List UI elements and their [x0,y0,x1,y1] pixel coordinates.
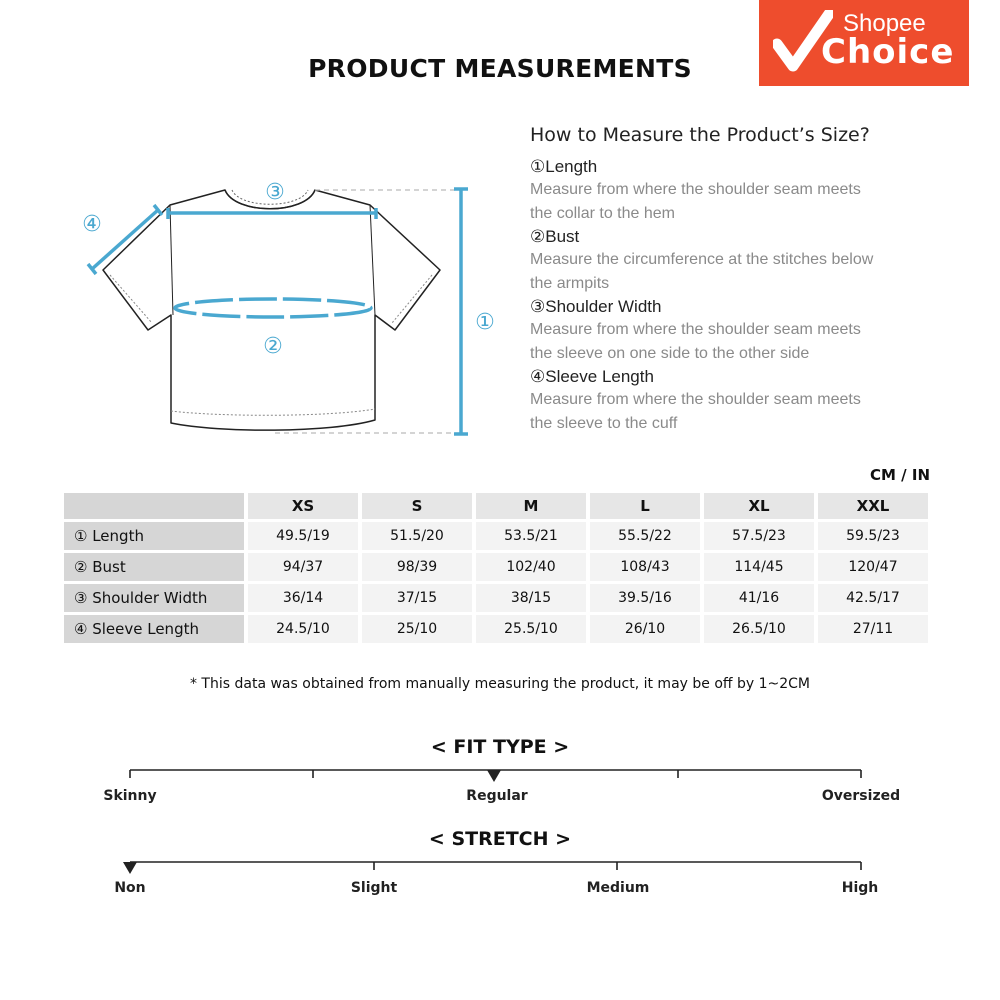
table-cell: 59.5/23 [818,522,928,550]
howto-item-desc: the armpits [530,275,610,292]
how-to-measure [530,124,930,436]
stretch-label-medium: Medium [586,880,650,896]
table-cell: 57.5/23 [704,522,814,550]
howto-item-desc: Measure from where the shoulder seam meets [530,321,861,338]
table-cell: 25/10 [362,615,472,643]
fit-type-indicator [487,770,501,782]
table-cell: 102/40 [476,553,586,581]
table-cell: 120/47 [818,553,928,581]
table-cell: 98/39 [362,553,472,581]
table-corner-cell [64,493,244,519]
table-cell: 26/10 [590,615,700,643]
stretch-label-slight: Slight [350,880,398,896]
table-row [64,522,928,550]
fit-type-scale [0,760,1000,790]
table-header-row [64,493,928,519]
marker-shoulder: ③ [265,180,285,205]
table-cell: 51.5/20 [362,522,472,550]
table-cell: 25.5/10 [476,615,586,643]
size-table [60,490,932,646]
table-cell: 94/37 [248,553,358,581]
howto-item-title: ③Shoulder Width [530,297,662,316]
table-cell: 39.5/16 [590,584,700,612]
howto-item-desc: Measure from where the shoulder seam meets [530,391,861,408]
table-cell: 108/43 [590,553,700,581]
tshirt-diagram [70,175,510,445]
size-header: XS [248,493,358,519]
row-label: ③ Shoulder Width [64,584,244,612]
table-row [64,553,928,581]
fit-label-oversized: Oversized [821,788,901,804]
row-label: ④ Sleeve Length [64,615,244,643]
size-header: S [362,493,472,519]
table-cell: 42.5/17 [818,584,928,612]
table-cell: 27/11 [818,615,928,643]
howto-item-desc: Measure from where the shoulder seam meets [530,181,861,198]
howto-item [530,156,930,226]
table-row [64,584,928,612]
size-header: M [476,493,586,519]
table-cell: 26.5/10 [704,615,814,643]
howto-item-title: ①Length [530,157,598,176]
howto-item-desc: the sleeve on one side to the other side [530,345,810,362]
stretch-label-non: Non [114,880,146,896]
size-header: XXL [818,493,928,519]
tshirt-outline [103,190,440,430]
size-header: L [590,493,700,519]
fit-type-title: < FIT TYPE > [430,736,570,758]
table-cell: 114/45 [704,553,814,581]
table-cell: 24.5/10 [248,615,358,643]
howto-item-desc: the collar to the hem [530,205,675,222]
howto-item-title: ④Sleeve Length [530,367,654,386]
howto-item [530,366,930,436]
table-cell: 53.5/21 [476,522,586,550]
howto-item [530,226,930,296]
row-label: ② Bust [64,553,244,581]
table-cell: 41/16 [704,584,814,612]
table-row [64,615,928,643]
howto-heading: How to Measure the Product’s Size? [530,124,870,146]
howto-item [530,296,930,366]
howto-item-desc: the sleeve to the cuff [530,415,678,432]
howto-item-desc: Measure the circumference at the stitches below [530,251,874,268]
table-cell: 49.5/19 [248,522,358,550]
unit-label: CM / IN [870,466,930,484]
table-cell: 37/15 [362,584,472,612]
badge-brand: Shopee [843,10,926,37]
marker-sleeve: ④ [82,212,102,237]
howto-item-title: ②Bust [530,227,580,246]
table-cell: 55.5/22 [590,522,700,550]
marker-length: ① [475,310,495,335]
fit-label-skinny: Skinny [103,788,157,804]
row-label: ① Length [64,522,244,550]
stretch-title: < STRETCH > [428,828,572,850]
fit-label-regular: Regular [466,788,528,804]
marker-bust: ② [263,334,283,359]
stretch-label-high: High [841,880,879,896]
stretch-scale [0,852,1000,882]
badge-choice: Choice [821,32,955,72]
footnote: * This data was obtained from manually measuring the product, it may be off by 1~2CM [189,676,811,692]
size-header: XL [704,493,814,519]
table-cell: 36/14 [248,584,358,612]
table-cell: 38/15 [476,584,586,612]
stretch-indicator [123,862,137,874]
page-title: PRODUCT MEASUREMENTS [308,54,692,83]
